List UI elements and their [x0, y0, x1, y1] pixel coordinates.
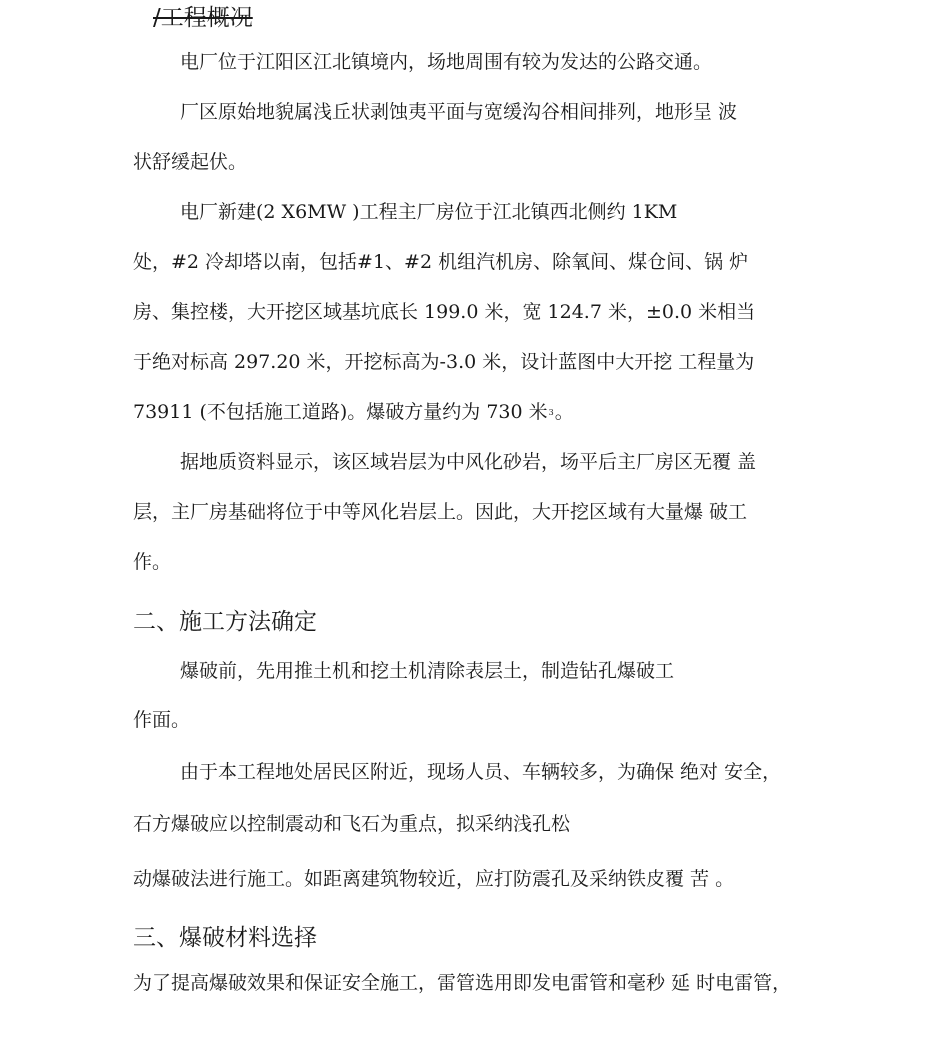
paragraph-terrain-line-1: 厂区原始地貌属浅丘状剥蚀夷平面与宽缓沟谷相间排列，地形呈 波 [180, 101, 738, 123]
paragraph-geology-line-3: 作。 [133, 551, 172, 573]
paragraph-geology-line-1: 据地质资料显示，该区域岩层为中风化砂岩，场平后主厂房区无覆 盖 [180, 451, 757, 473]
paragraph-geology-line-2: 层，主厂房基础将位于中等风化岩层上。因此，大开挖区域有大量爆 破工 [133, 501, 748, 523]
period: 。 [554, 401, 574, 423]
paragraph-safety-line-1: 由于本工程地处居民区附近，现场人员、车辆较多，为确保 绝对 安全， [180, 761, 782, 783]
cubic-superscript: 3 [548, 408, 554, 417]
paragraph-method-line-2: 作面。 [133, 709, 191, 731]
section-heading-project-overview: /工程概况 [153, 5, 253, 31]
paragraph-scope-line-2: 处，#2 冷却塔以南，包括#1、#2 机组汽机房、除氧间、煤仓间、锅 炉 [133, 251, 749, 273]
paragraph-method-line-1: 爆破前，先用推土机和挖土机清除表层土，制造钻孔爆破工 [180, 660, 675, 682]
paragraph-location: 电厂位于江阳区江北镇境内，场地周围有较为发达的公路交通。 [180, 51, 713, 73]
blasting-volume-text: 73911 (不包括施工道路)。爆破方量约为 730 米 [133, 401, 548, 423]
paragraph-scope-line-4: 于绝对标高 297.20 米，开挖标高为-3.0 米，设计蓝图中大开挖 工程量为 [133, 351, 755, 373]
section-heading-materials: 三、爆破材料选择 [133, 925, 317, 951]
paragraph-materials-line-1: 为了提高爆破效果和保证安全施工，雷管选用即发电雷管和毫秒 延 时电雷管， [133, 972, 792, 994]
paragraph-scope-line-3: 房、集控楼，大开挖区域基坑底长 199.0 米，宽 124.7 米，±0.0 米相当 [133, 301, 756, 323]
paragraph-terrain-line-2: 状舒缓起伏。 [133, 151, 248, 173]
section-heading-construction-method: 二、施工方法确定 [133, 609, 317, 635]
paragraph-safety-line-3: 动爆破法进行施工。如距离建筑物较近，应打防震孔及采纳铁皮覆 苦 。 [133, 868, 735, 890]
paragraph-scope-line-5 [133, 400, 574, 425]
paragraph-scope-line-1: 电厂新建(2 X6MW )工程主厂房位于江北镇西北侧约 1KM [180, 201, 678, 223]
paragraph-safety-line-2: 石方爆破应以控制震动和飞石为重点，拟采纳浅孔松 [133, 813, 571, 835]
